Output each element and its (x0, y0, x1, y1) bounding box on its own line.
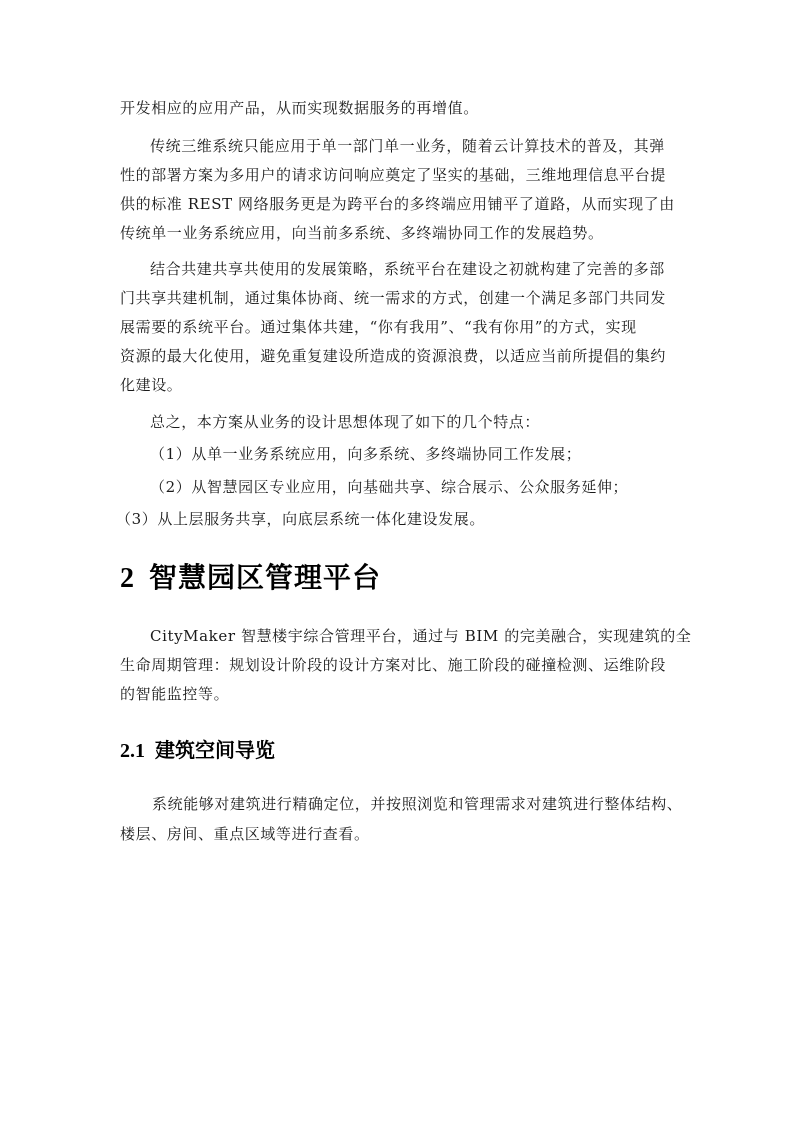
paragraph-line: 楼层、房间、重点区域等进行查看。 (120, 825, 370, 843)
paragraph-line: 门共享共建机制，通过集体协商、统一需求的方式，创建一个满足多部门共同发 (120, 289, 667, 307)
paragraph-line: 生命周期管理：规划设计阶段的设计方案对比、施工阶段的碰撞检测、运维阶段 (120, 656, 667, 674)
paragraph-line: 开发相应的应用产品，从而实现数据服务的再增值。 (120, 99, 479, 117)
paragraph-line: 结合共建共享共使用的发展策略，系统平台在建设之初就构建了完善的多部 (150, 260, 665, 278)
list-item: （1）从单一业务系统应用，向多系统、多终端协同工作发展； (150, 445, 582, 463)
paragraph-line: 传统单一业务系统应用，向当前多系统、多终端协同工作的发展趋势。 (120, 224, 604, 242)
subsection-heading (120, 735, 275, 766)
paragraph-line: 资源的最大化使用，避免重复建设所造成的资源浪费，以适应当前所提倡的集约 (120, 347, 667, 365)
list-item: （2）从智慧园区专业应用，向基础共享、综合展示、公众服务延伸； (150, 478, 629, 496)
section-number: 2 (120, 563, 135, 594)
section-title: 智慧园区管理平台 (149, 561, 382, 594)
paragraph-line: 的智能监控等。 (120, 685, 230, 703)
paragraph-line: CityMaker 智慧楼宇综合管理平台，通过与 BIM 的完美融合，实现建筑的全 (150, 627, 692, 645)
subsection-number: 2.1 (120, 740, 145, 762)
subsection-title: 建筑空间导览 (155, 738, 275, 762)
paragraph-line: 系统能够对建筑进行精确定位，并按照浏览和管理需求对建筑进行整体结构、 (152, 795, 683, 813)
paragraph-line: 展需要的系统平台。通过集体共建，“你有我用”、“我有你用”的方式，实现 (120, 318, 637, 336)
section-heading (120, 558, 381, 599)
list-item: （3）从上层服务共享，向底层系统一体化建设发展。 (116, 510, 485, 528)
paragraph-line: 化建设。 (120, 376, 183, 394)
paragraph-line: 总之，本方案从业务的设计思想体现了如下的几个特点： (150, 413, 541, 431)
paragraph-line: 性的部署方案为多用户的请求访问响应奠定了坚实的基础，三维地理信息平台提 (120, 166, 667, 184)
paragraph-line: 供的标准 REST 网络服务更是为跨平台的多终端应用铺平了道路，从而实现了由 (120, 195, 675, 213)
paragraph-line: 传统三维系统只能应用于单一部门单一业务，随着云计算技术的普及，其弹 (150, 137, 665, 155)
